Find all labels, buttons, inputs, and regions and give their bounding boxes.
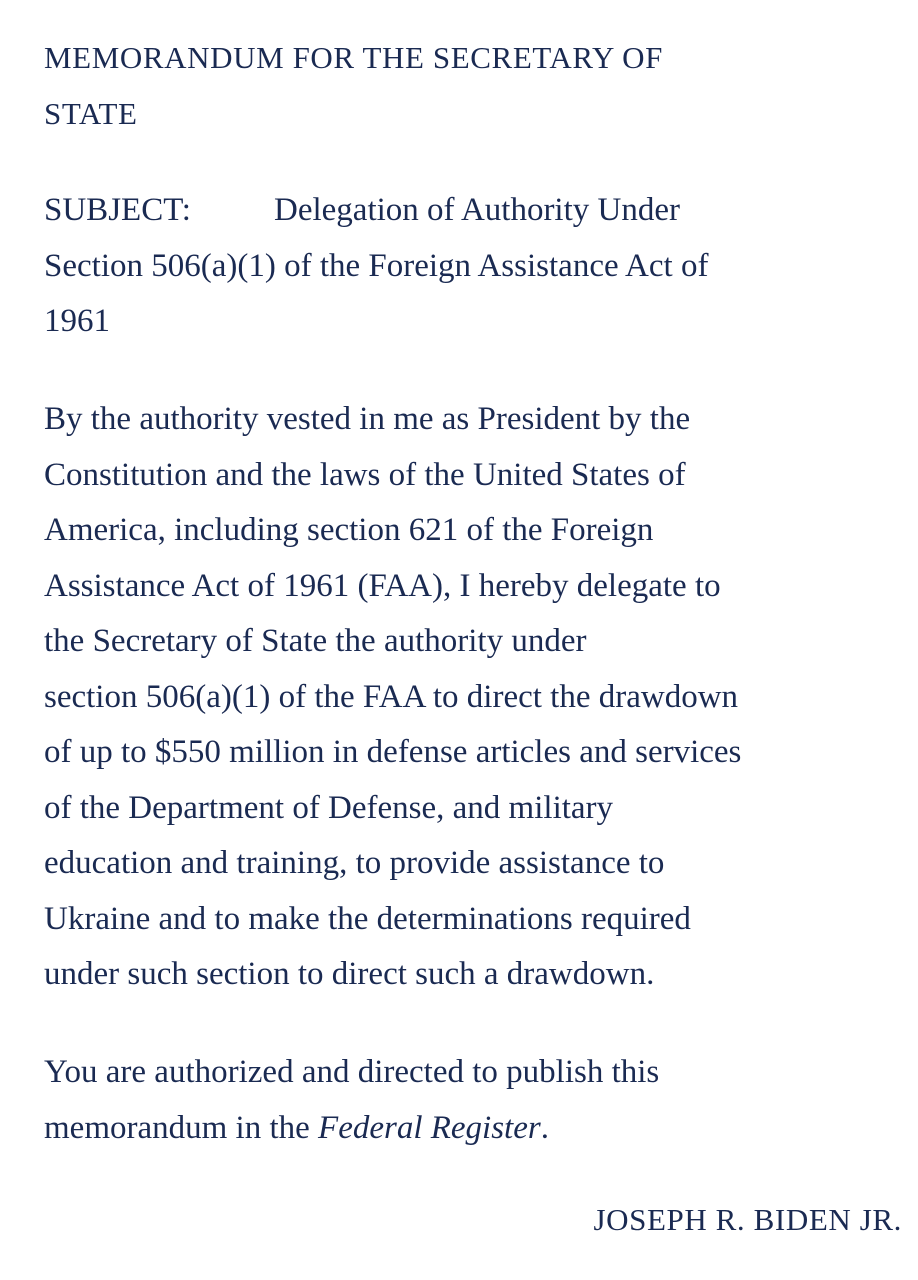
body-line: section 506(a)(1) of the FAA to direct the drawdown — [44, 678, 739, 715]
subject-text: Delegation of Authority Under — [274, 192, 680, 228]
federal-register-title: Federal Register — [318, 1109, 541, 1146]
closing-line: You are authorized and directed to publish this — [44, 1054, 660, 1090]
signature-name: JOSEPH R. BIDEN JR. — [593, 1202, 902, 1237]
body-line: under such section to direct such a drawdown. — [44, 956, 655, 992]
body-line: Ukraine and to make the determinations required — [44, 900, 691, 937]
body-line: of the Department of Defense, and military — [44, 789, 614, 826]
body-line: education and training, to provide assistance to — [44, 845, 665, 881]
body-paragraph — [44, 392, 904, 1003]
heading-line: MEMORANDUM FOR THE SECRETARY OF — [44, 40, 663, 75]
body-line: of up to $550 million in defense articles and services — [44, 734, 742, 770]
subject-line — [44, 183, 864, 239]
body-line: By the authority vested in me as President by the — [44, 401, 691, 437]
subject-block — [44, 183, 864, 350]
closing-paragraph — [44, 1045, 864, 1156]
closing-period: . — [540, 1109, 549, 1146]
subject-line: Section 506(a)(1) of the Foreign Assistance Act of — [44, 247, 709, 284]
body-line: America, including section 621 of the Foreign — [44, 512, 654, 548]
memorandum-heading — [44, 30, 824, 142]
closing-line — [44, 1101, 864, 1157]
closing-text: memorandum in the — [44, 1109, 319, 1146]
heading-line: STATE — [44, 96, 138, 131]
body-line: Assistance Act of 1961 (FAA), I hereby delegate to — [44, 567, 721, 604]
subject-label: SUBJECT: — [44, 192, 191, 228]
body-line: Constitution and the laws of the United States of — [44, 456, 686, 493]
subject-line: 1961 — [44, 303, 110, 339]
body-line: the Secretary of State the authority under — [44, 623, 587, 659]
